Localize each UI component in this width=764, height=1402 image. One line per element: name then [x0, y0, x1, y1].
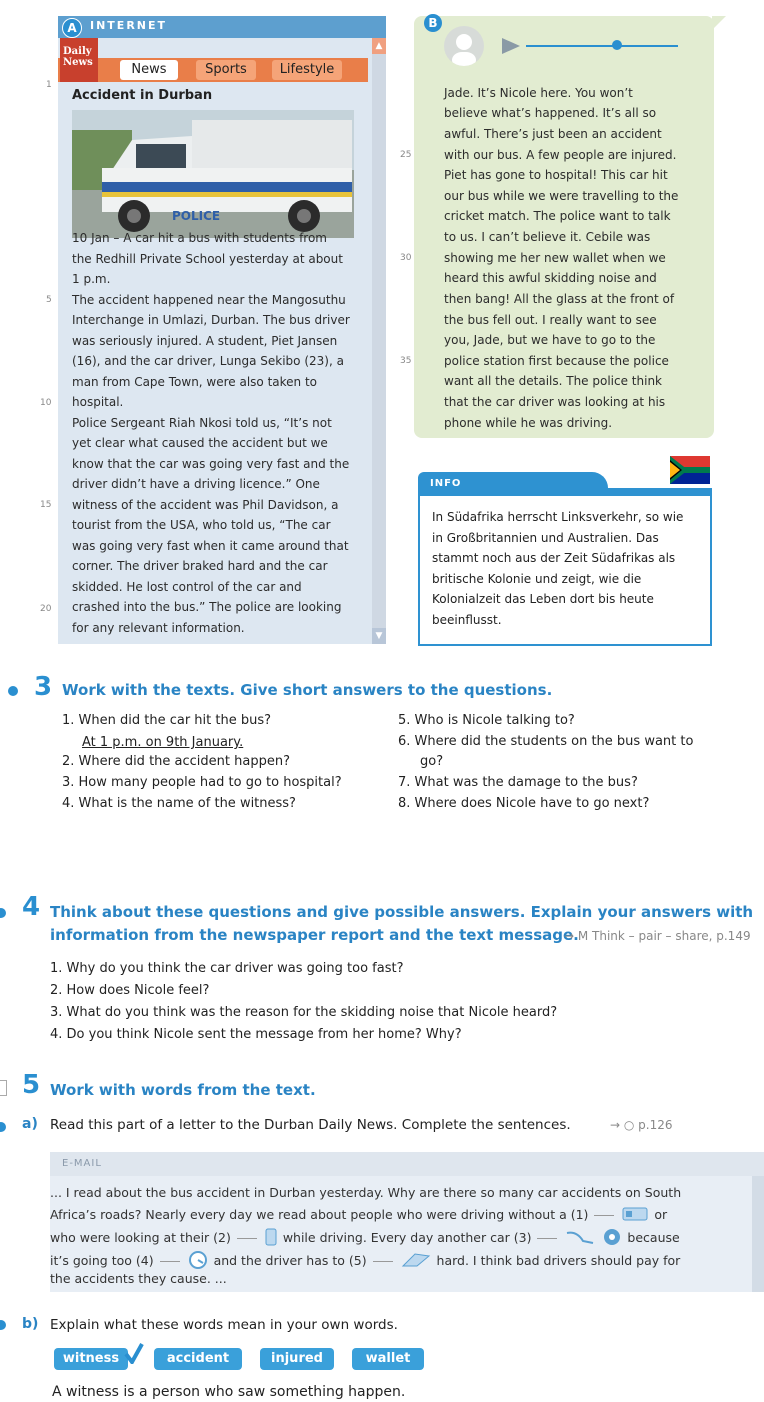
- line-number: 10: [40, 398, 52, 408]
- email-line: ... I read about the bus accident in Durban yesterday. Why are there so many car accidents on South: [50, 1185, 682, 1200]
- line-number: 25: [400, 150, 412, 160]
- info-line: britische Kolonie und zeigt, wie die: [432, 572, 642, 586]
- part-a-label: a): [22, 1116, 38, 1132]
- question-item: 2. Where did the accident happen?: [62, 754, 290, 769]
- licence-card-icon: [622, 1207, 648, 1224]
- brake-pedal-icon: [401, 1252, 431, 1271]
- exercise-3-title: Work with the texts. Give short answers to the questions.: [62, 681, 553, 699]
- police-car-photo: [72, 110, 354, 238]
- badge-b: B: [424, 14, 442, 32]
- part-a-instruction: Read this part of a letter to the Durban Daily News. Complete the sentences.: [50, 1117, 571, 1133]
- message-line: showing me her new wallet when we: [444, 251, 666, 265]
- article-line: Police Sergeant Riah Nkosi told us, “It’s not: [72, 416, 332, 430]
- message-line: with our bus. A few people are injured.: [444, 148, 677, 162]
- question-item: 6. Where did the students on the bus want to: [398, 734, 694, 749]
- article-line: driver didn’t have a driving licence.” One: [72, 477, 320, 491]
- part-a-reference: → ○ p.126: [610, 1118, 673, 1132]
- question-item: 1. Why do you think the car driver was going too fast?: [50, 961, 404, 976]
- exercise-4-reference: → M Think – pair – share, p.149: [564, 929, 751, 943]
- info-box: [418, 472, 712, 644]
- word-injured[interactable]: injured: [260, 1348, 334, 1370]
- message-panel: [414, 16, 714, 438]
- exercise-bullet-icon: [0, 1122, 6, 1132]
- message-line: awful. There’s just been an accident: [444, 127, 662, 141]
- message-line: our bus while we were travelling to the: [444, 189, 679, 203]
- message-line: want all the details. The police think: [444, 374, 662, 388]
- part-b-label: b): [22, 1316, 39, 1332]
- question-item: 5. Who is Nicole talking to?: [398, 713, 575, 728]
- article-line: (16), and the car driver, Lunga Sekibo (23), a: [72, 354, 344, 368]
- message-line: to us. I can’t believe it. Cebile was: [444, 230, 651, 244]
- article-scrollbar[interactable]: [372, 38, 386, 644]
- speed-icon: [603, 1228, 621, 1249]
- info-label: INFO: [430, 478, 462, 489]
- article-line: witness of the accident was Phil Davidson, a: [72, 498, 339, 512]
- question-item: 3. How many people had to go to hospital?: [62, 775, 342, 790]
- question-item: 2. How does Nicole feel?: [50, 983, 210, 998]
- question-item: 4. What is the name of the witness?: [62, 796, 296, 811]
- article-line: The accident happened near the Mangosuthu: [72, 293, 346, 307]
- question-item: 4. Do you think Nicole sent the message from her home? Why?: [50, 1027, 462, 1042]
- phone-icon: [265, 1228, 277, 1249]
- line-number: 1: [46, 80, 52, 90]
- line-number: 30: [400, 253, 412, 263]
- article-line: crashed into the bus.” The police are looking: [72, 600, 342, 614]
- word-wallet[interactable]: wallet: [352, 1348, 424, 1370]
- message-line: cricket match. The police want to talk: [444, 209, 671, 223]
- email-line: it’s going too (4) and the driver has to (5) hard. I think bad drivers should pay for: [50, 1250, 680, 1273]
- info-line: Kolonialzeit das Leben dort bis heute: [432, 592, 654, 606]
- sample-answer: At 1 p.m. on 9th January.: [82, 735, 244, 750]
- message-line: Piet has gone to hospital! This car hit: [444, 168, 668, 182]
- newspaper-panel: [58, 16, 386, 644]
- internet-label: INTERNET: [90, 19, 168, 32]
- article-line: was seriously injured. A student, Piet Jansen: [72, 334, 338, 348]
- question-item: 1. When did the car hit the bus?: [62, 713, 272, 728]
- article-line: Interchange in Umlazi, Durban. The bus driver: [72, 313, 350, 327]
- exercise-5-title: Work with words from the text.: [50, 1081, 316, 1099]
- scroll-up-icon[interactable]: ▲: [372, 38, 386, 54]
- blank-1[interactable]: [594, 1215, 614, 1216]
- blank-3[interactable]: [537, 1238, 557, 1239]
- exercise-4-number: 4: [22, 892, 41, 922]
- exercise-4-title-line2: information from the newspaper report and the text message.: [50, 926, 579, 944]
- message-line: the bus fell out. I really want to see: [444, 313, 657, 327]
- article-line: know that the car was going very fast and the: [72, 457, 350, 471]
- article-line: was going very fast when it came around that: [72, 539, 349, 553]
- part-b-instruction: Explain what these words mean in your own words.: [50, 1317, 398, 1333]
- avatar: [444, 26, 484, 66]
- svg-text:POLICE: POLICE: [172, 209, 221, 223]
- daily-news-logo: Daily News: [60, 38, 98, 82]
- message-line: heard this awful skidding noise and: [444, 271, 657, 285]
- info-line: beeinflusst.: [432, 613, 502, 627]
- line-number: 5: [46, 295, 52, 305]
- email-line: Africa’s roads? Nearly every day we read about people who were driving without a (1) or: [50, 1207, 668, 1222]
- line-number: 35: [400, 356, 412, 366]
- article-line: hospital.: [72, 395, 124, 409]
- exercise-bullet-icon: [0, 1320, 6, 1330]
- email-line: who were looking at their (2) while driving. Every day another car (3) because: [50, 1228, 680, 1249]
- email-line: the accidents they cause. ...: [50, 1271, 227, 1286]
- info-line: stammt noch aus der Zeit Südafrikas als: [432, 551, 676, 565]
- blank-5[interactable]: [373, 1261, 393, 1262]
- tab-news[interactable]: News: [120, 60, 178, 80]
- tab-sports[interactable]: Sports: [196, 60, 256, 80]
- blank-4[interactable]: [160, 1261, 180, 1262]
- exercise-bullet-icon: [8, 686, 18, 696]
- article-line: yet clear what caused the accident but we: [72, 436, 328, 450]
- checkmark-icon: [124, 1342, 144, 1368]
- article-line: 1 p.m.: [72, 272, 111, 286]
- email-scrollbar[interactable]: [752, 1176, 764, 1292]
- info-line: In Südafrika herrscht Linksverkehr, so wie: [432, 510, 684, 524]
- question-item: go?: [420, 754, 444, 769]
- play-icon[interactable]: [502, 38, 520, 58]
- badge-a: A: [62, 18, 82, 38]
- question-item: 7. What was the damage to the bus?: [398, 775, 638, 790]
- email-box: [50, 1152, 764, 1292]
- exercise-3-number: 3: [34, 672, 53, 702]
- word-witness[interactable]: witness: [54, 1348, 128, 1370]
- info-line: in Großbritannien und Australien. Das: [432, 531, 659, 545]
- message-line: you, Jade, but we have to go to the: [444, 333, 656, 347]
- article-line: 10 Jan – A car hit a bus with students from: [72, 231, 327, 245]
- article-line: man from Cape Town, were also taken to: [72, 375, 318, 389]
- exercise-bullet-icon: [0, 908, 6, 918]
- question-item: 8. Where does Nicole have to go next?: [398, 796, 650, 811]
- blank-2[interactable]: [237, 1238, 257, 1239]
- tab-lifestyle[interactable]: Lifestyle: [272, 60, 342, 80]
- speedometer-icon: [188, 1250, 208, 1273]
- line-number: 15: [40, 500, 52, 510]
- message-line: then bang! All the glass at the front of: [444, 292, 675, 306]
- article-line: corner. The driver braked hard and the car: [72, 559, 328, 573]
- word-accident[interactable]: accident: [154, 1348, 242, 1370]
- exercise-5-number: 5: [22, 1070, 41, 1100]
- audio-progress-knob[interactable]: [612, 40, 622, 50]
- skid-marks-icon: [565, 1229, 595, 1248]
- message-line: police station first because the police: [444, 354, 669, 368]
- email-label: E-MAIL: [62, 1158, 102, 1169]
- message-line: Jade. It’s Nicole here. You won’t: [444, 86, 633, 100]
- internet-bar: [58, 16, 386, 38]
- article-line: the Redhill Private School yesterday at about: [72, 252, 343, 266]
- article-line: for any relevant information.: [72, 621, 245, 635]
- scroll-down-icon[interactable]: ▼: [372, 628, 386, 644]
- sample-answer: A witness is a person who saw something happen.: [52, 1384, 406, 1400]
- page-marker-icon: [0, 1080, 7, 1096]
- line-number: 20: [40, 604, 52, 614]
- audio-progress-track[interactable]: [526, 45, 678, 47]
- article-line: skidded. He lost control of the car and: [72, 580, 302, 594]
- message-line: believe what’s happened. It’s all so: [444, 106, 657, 120]
- exercise-4-title-line1: Think about these questions and give possible answers. Explain your answers with: [50, 903, 754, 921]
- question-item: 3. What do you think was the reason for the skidding noise that Nicole heard?: [50, 1005, 558, 1020]
- article-headline: Accident in Durban: [72, 88, 213, 103]
- message-line: phone while he was driving.: [444, 416, 613, 430]
- message-line: that the car driver was looking at his: [444, 395, 666, 409]
- article-line: tourist from the USA, who told us, “The car: [72, 518, 331, 532]
